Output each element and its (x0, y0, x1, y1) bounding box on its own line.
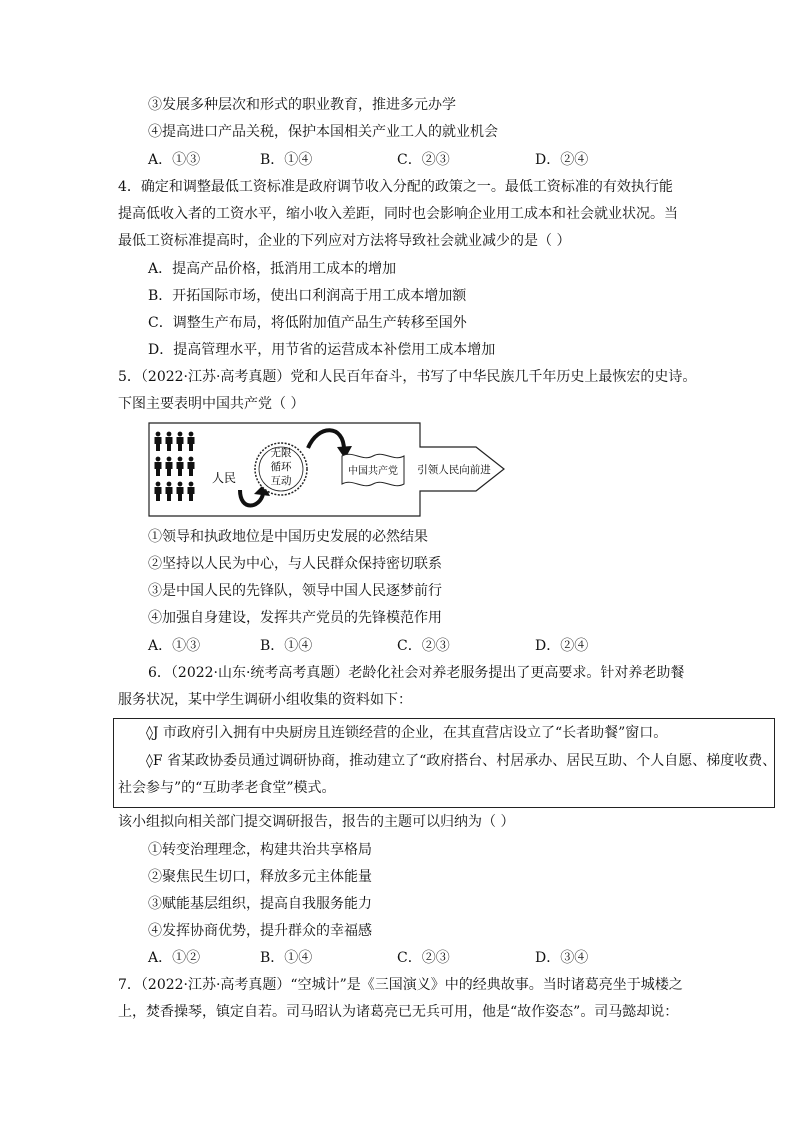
q6-box-line-2: ◊F 省某政协委员通过调研协商，推动建立了“政府搭台、村居承办、居民互助、个人自愿、梯度收费、 (146, 753, 777, 769)
q6-item-1: ①转变治理理念，构建共治共享格局 (148, 842, 372, 858)
people-label: 人民 (212, 471, 237, 485)
q6-option-c: C．②③ (397, 950, 450, 966)
cycle-label-2: 循环 (270, 461, 292, 473)
q5-option-b: B．①④ (260, 638, 313, 654)
q4-option-c: C．调整生产布局，将低附加值产品生产转移至国外 (148, 315, 467, 331)
q3-item-3: ③发展多种层次和形式的职业教育，推进多元办学 (148, 97, 456, 113)
q5-item-4: ④加强自身建设，发挥共产党员的先锋模范作用 (148, 610, 442, 626)
q5-stem-line-2: 下图主要表明中国共产党（ ） (118, 396, 305, 412)
arrow-label: 引领人民向前进 (417, 464, 491, 476)
q6-option-b: B．①④ (260, 950, 313, 966)
cycle-label-3: 互动 (270, 475, 292, 487)
q3-option-d: D．②④ (535, 152, 589, 168)
q4-stem-line-3: 最低工资标准提高时，企业的下列应对方法将导致社会就业减少的是（ ） (118, 233, 571, 249)
cycle-label-1: 无限 (270, 447, 292, 459)
q5-item-3: ③是中国人民的先锋队，领导中国人民逐梦前行 (148, 583, 442, 599)
q4-option-d: D．提高管理水平，用节省的运营成本补偿用工成本增加 (148, 342, 496, 358)
q6-box-line-3: 社会参与”的“互助孝老食堂”模式。 (118, 780, 336, 796)
q3-option-a: A．①③ (148, 152, 201, 168)
q3-option-c: C．②③ (397, 152, 450, 168)
q6-stem-line-1: 6．（2022·山东·统考高考真题）老龄化社会对养老服务提出了更高要求。针对养老助餐 (148, 665, 685, 681)
q7-stem-line-1: 7．（2022·江苏·高考真题）“空城计”是《三国演义》中的经典故事。当时诸葛亮坐于城楼之 (118, 977, 683, 993)
q6-box-line-1: ◊J 市政府引入拥有中央厨房且连锁经营的企业，在其直营店设立了“长者助餐”窗口。 (146, 725, 668, 741)
q4-option-b: B．开拓国际市场，使出口利润高于用工成本增加额 (148, 288, 467, 304)
q6-item-2: ②聚焦民生切口，释放多元主体能量 (148, 869, 372, 885)
q5-figure (148, 422, 508, 518)
q3-item-4: ④提高进口产品关税，保护本国相关产业工人的就业机会 (148, 124, 498, 140)
q5-item-1: ①领导和执政地位是中国历史发展的必然结果 (148, 529, 428, 545)
q3-option-b: B．①④ (260, 152, 313, 168)
q5-option-c: C．②③ (397, 638, 450, 654)
q6-question: 该小组拟向相关部门提交调研报告，报告的主题可以归纳为（ ） (118, 814, 515, 830)
flag-label: 中国共产党 (348, 466, 398, 477)
q6-option-d: D．③④ (535, 950, 589, 966)
q5-item-2: ②坚持以人民为中心，与人民群众保持密切联系 (148, 556, 442, 572)
q7-stem-line-2: 上，焚香操琴，镇定自若。司马昭认为诸葛亮已无兵可用，他是“故作姿态”。司马懿却说： (118, 1004, 679, 1020)
q6-item-3: ③赋能基层组织，提高自我服务能力 (148, 896, 372, 912)
q5-option-d: D．②④ (535, 638, 589, 654)
q6-stem-line-2: 服务状况，某中学生调研小组收集的资料如下： (118, 692, 412, 708)
q4-stem-line-2: 提高低收入者的工资水平，缩小收入差距，同时也会影响企业用工成本和社会就业状况。当 (118, 206, 678, 222)
q6-option-a: A．①② (148, 950, 201, 966)
q5-option-a: A．①③ (148, 638, 201, 654)
q6-item-4: ④发挥协商优势，提升群众的幸福感 (148, 923, 372, 939)
q5-stem-line-1: 5．（2022·江苏·高考真题）党和人民百年奋斗，书写了中华民族几千年历史上最恢宏的史诗。 (118, 369, 697, 385)
q4-option-a: A．提高产品价格，抵消用工成本的增加 (148, 261, 397, 277)
q4-stem-line-1: 4．确定和调整最低工资标准是政府调节收入分配的政策之一。最低工资标准的有效执行能 (118, 179, 673, 195)
